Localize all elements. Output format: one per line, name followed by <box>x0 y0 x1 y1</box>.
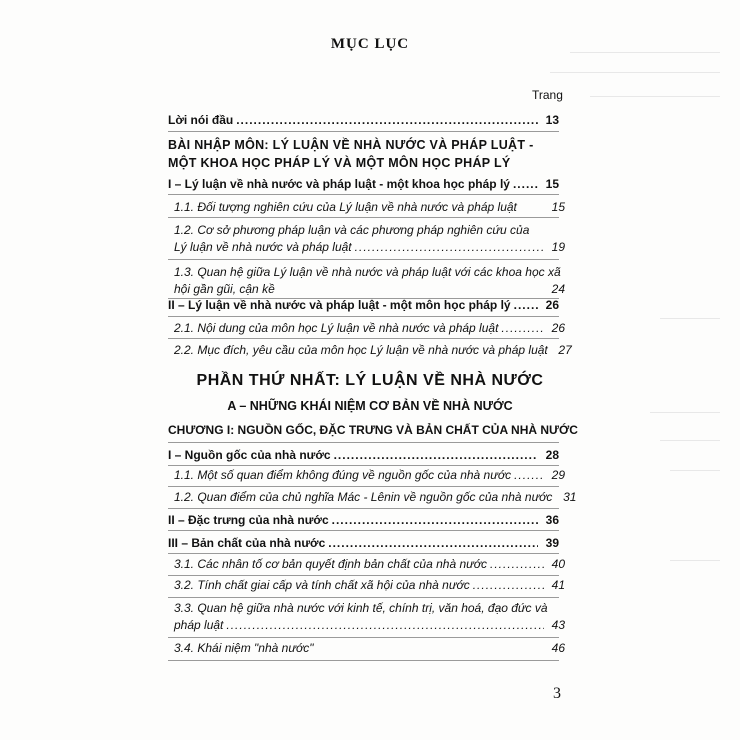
toc-entry-label: 2.2. Mục đích, yêu cầu của môn học Lý luận về nhà nước và pháp luật <box>174 343 548 357</box>
toc-entry-label-line2: hội gần gũi, cận kề <box>174 282 275 296</box>
dot-leader <box>501 320 544 337</box>
toc-entry-label: 1.1. Một số quan điểm không đúng về nguồn gốc của nhà nước <box>174 468 512 482</box>
part-heading: PHẦN THỨ NHẤT: LÝ LUẬN VỀ NHÀ NƯỚC <box>196 372 544 389</box>
intro-heading: BÀI NHẬP MÔN: LÝ LUẬN VỀ NHÀ NƯỚC VÀ PHÁP LUẬT - MỘT KHOA HỌC PHÁP LÝ VÀ MỘT MÔN HỌC PHÁP LÝ <box>168 138 534 170</box>
toc-entry[interactable] <box>168 577 565 594</box>
toc-entry[interactable] <box>168 297 559 314</box>
dot-leader <box>328 535 538 552</box>
divider <box>168 194 559 195</box>
divider <box>168 316 559 317</box>
toc-entry-page: 39 <box>545 536 559 550</box>
section-heading: A – NHỮNG KHÁI NIỆM CƠ BẢN VỀ NHÀ NƯỚC <box>227 399 513 413</box>
bleed-through-mark <box>550 72 720 73</box>
divider <box>168 637 559 638</box>
toc-entry-page: 15 <box>545 177 559 191</box>
bleed-through-mark <box>660 440 720 441</box>
divider <box>168 553 559 554</box>
toc-entry[interactable] <box>168 556 565 573</box>
toc-entry-page: 19 <box>551 240 565 254</box>
toc-entry-label: 3.1. Các nhân tố cơ bản quyết định bản chất của nhà nước <box>174 557 487 571</box>
bleed-through-mark <box>670 470 720 471</box>
divider <box>168 508 559 509</box>
divider <box>168 530 559 531</box>
page-column-label: Trang <box>532 88 563 102</box>
toc-entry-label: II – Đặc trưng của nhà nước <box>168 513 329 527</box>
dot-leader <box>236 112 538 129</box>
toc-entry[interactable] <box>168 320 565 337</box>
toc-entry-page: 15 <box>551 200 565 214</box>
toc-entry[interactable] <box>168 199 565 216</box>
toc-entry-label: 2.1. Nội dung của môn học Lý luận về nhà nước và pháp luật <box>174 321 499 335</box>
toc-entry[interactable] <box>168 489 577 506</box>
toc-entry-page: 43 <box>551 618 565 632</box>
toc-entry-label-line2: Lý luận về nhà nước và pháp luật <box>174 240 352 254</box>
toc-entry-label: 1.2. Quan điểm của chủ nghĩa Mác - Lênin về nguồn gốc của nhà nước <box>174 490 553 504</box>
toc-entry-label-line1: 3.3. Quan hệ giữa nhà nước với kinh tế, chính trị, văn hoá, đạo đức và <box>174 601 548 615</box>
toc-entry[interactable] <box>168 264 565 298</box>
toc-entry-page: 26 <box>545 298 559 312</box>
page-number: 3 <box>553 685 561 702</box>
divider <box>168 597 559 598</box>
dot-leader <box>514 467 544 484</box>
dot-leader <box>514 297 538 314</box>
toc-entry-page: 28 <box>545 448 559 462</box>
dot-leader <box>334 447 538 464</box>
toc-entry-label: III – Bản chất của nhà nước <box>168 536 326 550</box>
toc-entry-label-line1: 1.3. Quan hệ giữa Lý luận về nhà nước và pháp luật với các khoa học xã <box>174 265 561 279</box>
toc-entry[interactable] <box>168 447 559 464</box>
divider <box>168 259 559 260</box>
toc-entry[interactable] <box>168 600 565 634</box>
toc-entry-label: II – Lý luận về nhà nước và pháp luật - một môn học pháp lý <box>168 298 511 312</box>
toc-entry-label: 3.2. Tính chất giai cấp và tính chất xã hội của nhà nước <box>174 578 470 592</box>
toc-entry[interactable] <box>168 512 559 529</box>
dot-leader <box>226 617 544 634</box>
dot-leader <box>355 239 544 256</box>
toc-entry[interactable] <box>168 467 565 484</box>
divider <box>168 465 559 466</box>
toc-entry-page: 46 <box>551 641 565 655</box>
toc-entry-page: 26 <box>551 321 565 335</box>
toc-entry-label: 3.4. Khái niệm "nhà nước" <box>174 641 314 655</box>
toc-entry-label-line1: 1.2. Cơ sở phương pháp luận và các phương pháp nghiên cứu của <box>174 223 530 237</box>
divider <box>168 338 559 339</box>
bleed-through-mark <box>660 318 720 319</box>
toc-entry[interactable] <box>168 342 572 359</box>
bleed-through-mark <box>670 560 720 561</box>
divider <box>168 442 559 443</box>
dot-leader <box>513 176 538 193</box>
toc-entry-label: I – Lý luận về nhà nước và pháp luật - một khoa học pháp lý <box>168 177 510 191</box>
divider <box>168 486 559 487</box>
toc-entry-page: 27 <box>558 343 572 357</box>
toc-entry[interactable] <box>168 222 565 256</box>
dot-leader <box>473 577 544 594</box>
toc-entry-label: Lời nói đầu <box>168 113 234 127</box>
toc-entry-page: 29 <box>551 468 565 482</box>
bleed-through-mark <box>590 96 720 97</box>
toc-entry-page: 13 <box>545 113 559 127</box>
toc-entry-page: 24 <box>551 282 565 296</box>
toc-entry[interactable] <box>168 176 559 193</box>
toc-entry-page: 41 <box>551 578 565 592</box>
divider <box>168 131 559 132</box>
toc-entry-label-line2: pháp luật <box>174 618 224 632</box>
toc-entry-preface[interactable] <box>168 112 559 129</box>
toc-entry[interactable] <box>168 640 565 657</box>
toc-entry-label: I – Nguồn gốc của nhà nước <box>168 448 331 462</box>
divider <box>168 217 559 218</box>
toc-entry[interactable] <box>168 535 559 552</box>
toc-entry-page: 36 <box>545 513 559 527</box>
dot-leader <box>332 512 538 529</box>
dot-leader <box>490 556 544 573</box>
toc-entry-page: 31 <box>563 490 577 504</box>
divider <box>168 660 559 661</box>
toc-entry-label: 1.1. Đối tượng nghiên cứu của Lý luận về nhà nước và pháp luật <box>174 200 517 214</box>
divider <box>168 575 559 576</box>
page-title: MỤC LỤC <box>330 36 410 52</box>
toc-entry-page: 40 <box>551 557 565 571</box>
chapter-heading: CHƯƠNG I: NGUỒN GỐC, ĐẶC TRƯNG VÀ BẢN CHẤT CỦA NHÀ NƯỚC <box>168 423 578 437</box>
